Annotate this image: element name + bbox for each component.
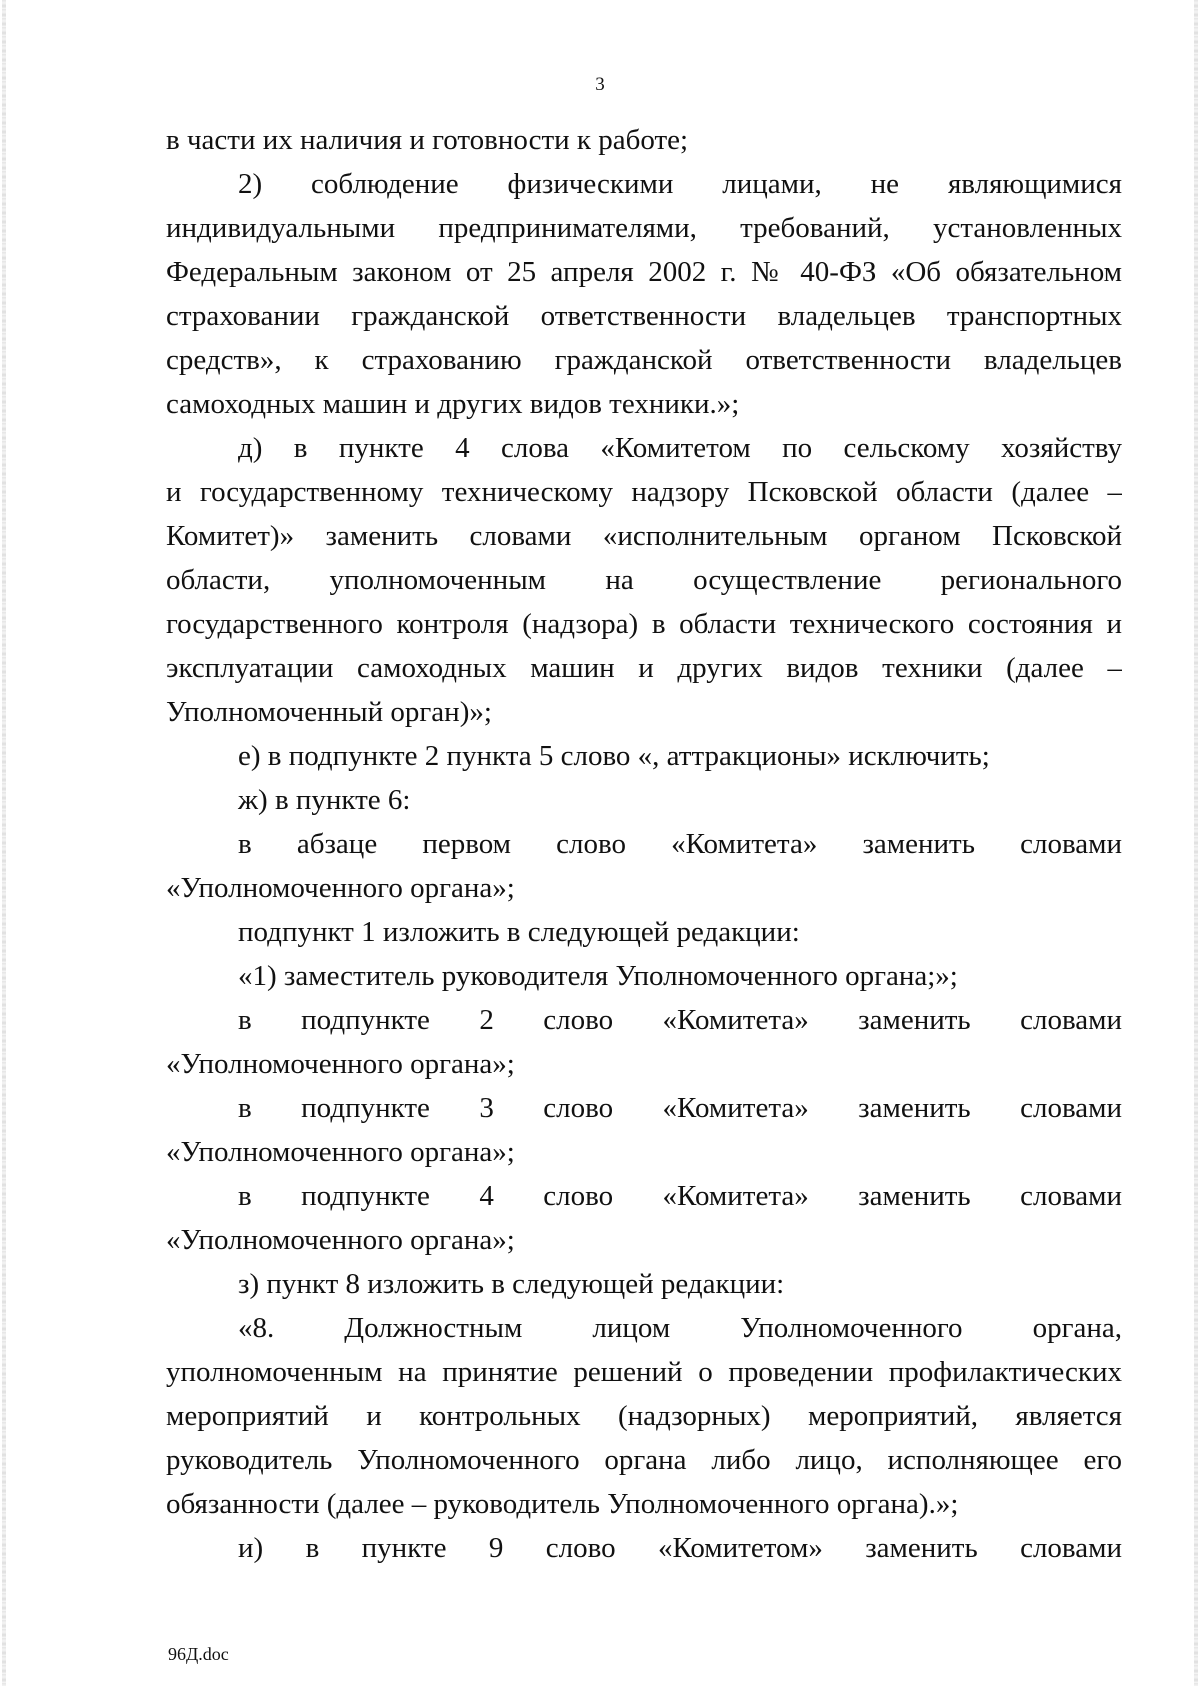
text-line: 2) соблюдение физическими лицами, не являющимися: [238, 168, 1122, 200]
text-line: д) в пункте 4 слова «Комитетом по сельскому хозяйству: [238, 432, 1122, 464]
text-line: з) пункт 8 изложить в следующей редакции:: [238, 1268, 785, 1300]
text-line: и) в пункте 9 слово «Комитетом» заменить словами: [238, 1532, 1122, 1564]
text-line: эксплуатации самоходных машин и других видов техники (далее –: [166, 652, 1122, 684]
text-line: Уполномоченный орган)»;: [166, 696, 492, 728]
text-line: самоходных машин и других видов техники.»;: [166, 388, 740, 420]
text-line: в подпункте 4 слово «Комитета» заменить словами: [238, 1180, 1122, 1212]
text-line: «Уполномоченного органа»;: [166, 872, 515, 904]
text-line: области, уполномоченным на осуществление регионального: [166, 564, 1122, 596]
text-line: «Уполномоченного органа»;: [166, 1224, 515, 1256]
text-line: Федеральным законом от 25 апреля 2002 г. № 40-ФЗ «Об обязательном: [166, 256, 1122, 288]
text-line: «Уполномоченного органа»;: [166, 1136, 515, 1168]
text-line: и государственному техническому надзору Псковской области (далее –: [166, 476, 1122, 508]
text-line: мероприятий и контрольных (надзорных) мероприятий, является: [166, 1400, 1122, 1432]
text-line: в подпункте 3 слово «Комитета» заменить словами: [238, 1092, 1122, 1124]
text-line: «1) заместитель руководителя Уполномоченного органа;»;: [238, 960, 958, 992]
text-line: ж) в пункте 6:: [238, 784, 411, 816]
document-body: [166, 118, 1122, 1570]
text-line: руководитель Уполномоченного органа либо лицо, исполняющее его: [166, 1444, 1122, 1476]
text-line: в части их наличия и готовности к работе;: [166, 124, 689, 156]
text-line: государственного контроля (надзора) в области технического состояния и: [166, 608, 1122, 640]
text-line: обязанности (далее – руководитель Уполномоченного органа).»;: [166, 1488, 959, 1520]
text-line: «8. Должностным лицом Уполномоченного органа,: [238, 1312, 1122, 1344]
text-line: средств», к страхованию гражданской ответственности владельцев: [166, 344, 1122, 376]
text-line: в подпункте 2 слово «Комитета» заменить словами: [238, 1004, 1122, 1036]
text-line: уполномоченным на принятие решений о проведении профилактических: [166, 1356, 1122, 1388]
footer-filename: 96Д.doc: [168, 1644, 229, 1664]
scan-edge-left: [2, 0, 6, 1686]
text-line: Комитет)» заменить словами «исполнительным органом Псковской: [166, 520, 1122, 552]
text-line: индивидуальными предпринимателями, требований, установленных: [166, 212, 1122, 244]
text-line: подпункт 1 изложить в следующей редакции:: [238, 916, 800, 948]
page-number: 3: [595, 74, 605, 95]
text-line: в абзаце первом слово «Комитета» заменить словами: [238, 828, 1122, 860]
text-line: «Уполномоченного органа»;: [166, 1048, 515, 1080]
scan-edge-right: [1194, 0, 1198, 1686]
text-line: е) в подпункте 2 пункта 5 слово «, аттракционы» исключить;: [238, 740, 990, 772]
text-line: страховании гражданской ответственности владельцев транспортных: [166, 300, 1122, 332]
